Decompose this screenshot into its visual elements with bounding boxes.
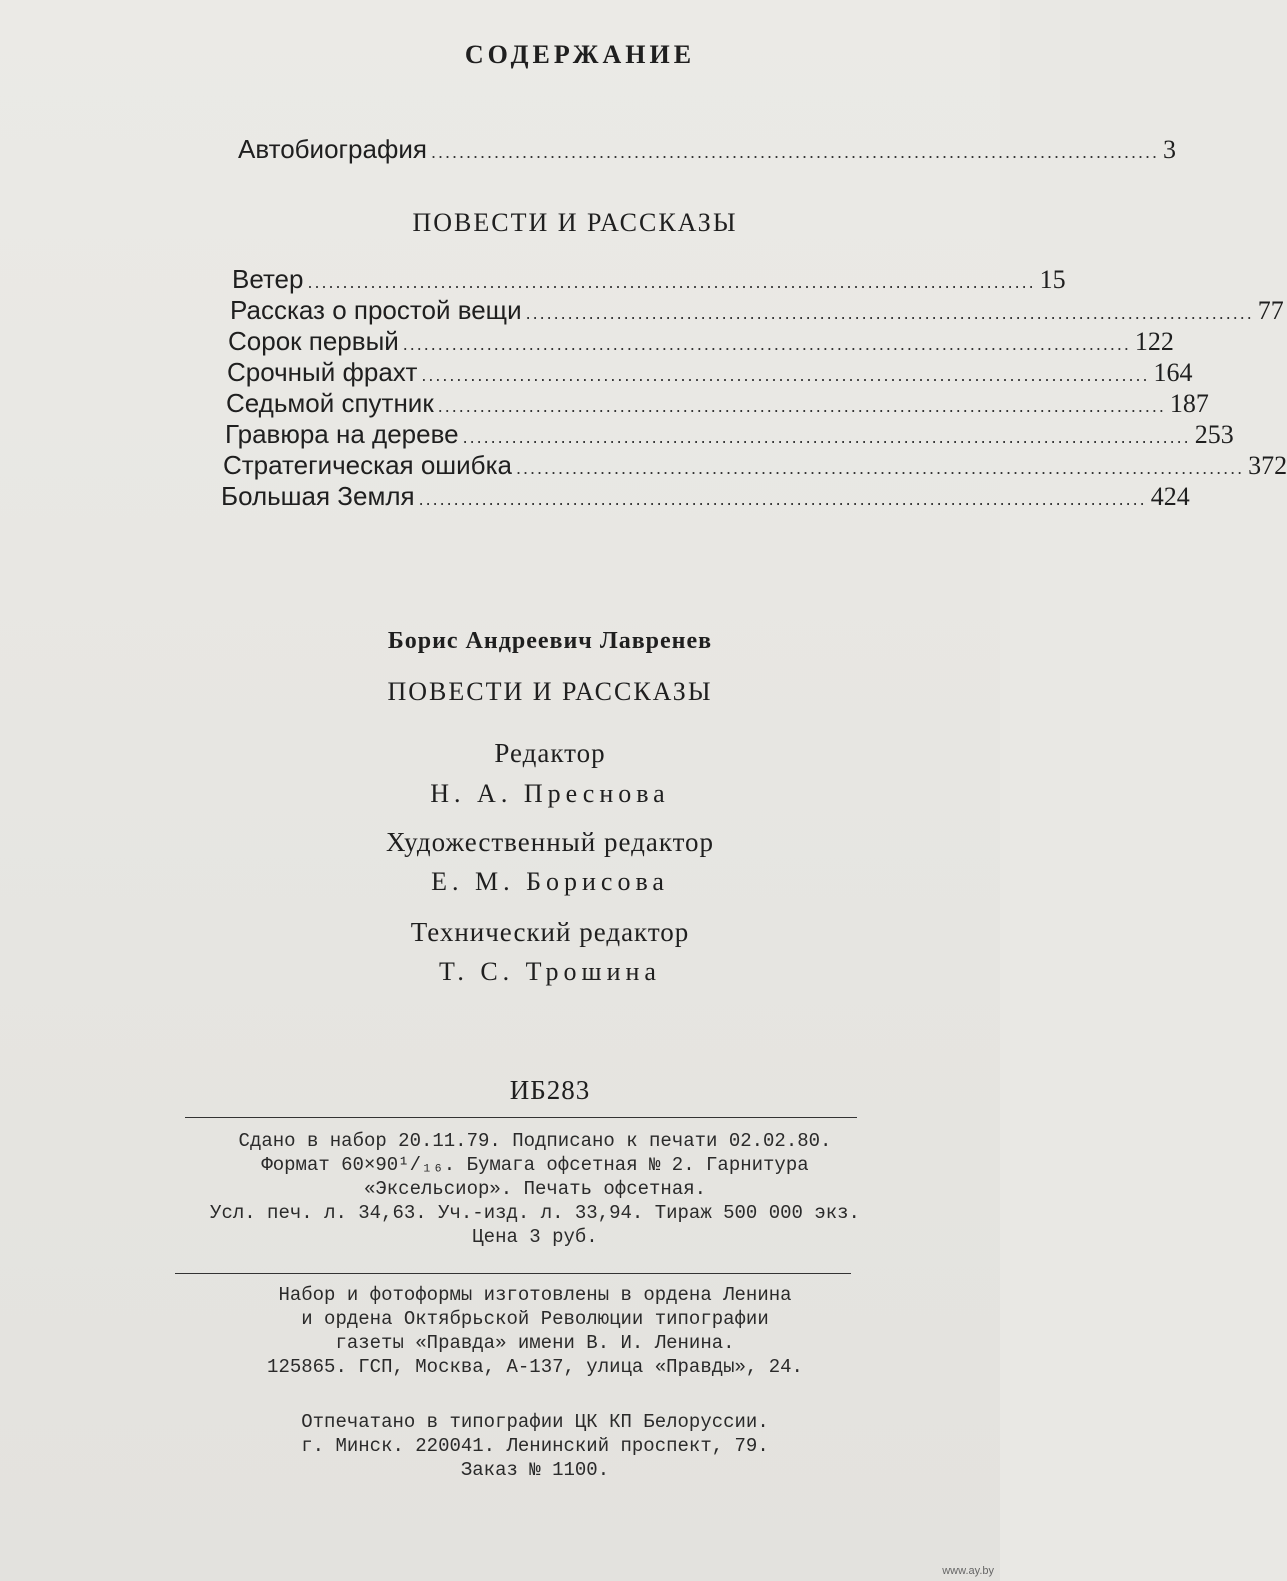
tech-editor-role: Технический редактор: [410, 917, 690, 947]
toc-entry: [228, 326, 1174, 357]
toc-entry-title: Автобиография: [238, 134, 427, 164]
author-name: Борис Андреевич Лавренев: [387, 628, 713, 654]
imprint-line: 125865. ГСП, Москва, А-137, улица «Правды», 24.: [267, 1356, 803, 1378]
toc-entry-page: 122: [1134, 327, 1174, 356]
imprint-line: Сдано в набор 20.11.79. Подписано к печати 02.02.80.: [238, 1130, 832, 1152]
imprint-line: «Эксельсиор». Печать офсетная.: [363, 1178, 707, 1200]
toc-entry: [221, 481, 1190, 512]
toc-dot-leader: ........................................................................................................: [421, 365, 1150, 385]
imprint-line: Заказ № 1100.: [460, 1459, 610, 1481]
toc-entry: [225, 419, 1234, 450]
imprint-line: Усл. печ. л. 34,63. Уч.-изд. л. 33,94. Тираж 500 000 экз.: [210, 1202, 860, 1224]
toc-entry-page: 372: [1248, 451, 1287, 480]
toc-entry-page: 164: [1153, 358, 1193, 387]
toc-entry-page: 424: [1150, 482, 1190, 511]
toc-entry: [230, 295, 1284, 326]
toc-entry: [226, 388, 1209, 419]
toc-entry-page: 15: [1039, 265, 1066, 294]
imprint-line: Формат 60×90¹/₁₆. Бумага офсетная № 2. Гарнитура: [261, 1154, 809, 1176]
toc-dot-leader: ........................................................................................................: [430, 142, 1160, 162]
toc-entry-page: 3: [1163, 135, 1177, 164]
toc-entry-autobiography: [238, 134, 1177, 165]
imprint-line: Отпечатано в типографии ЦК КП Белоруссии.: [301, 1411, 769, 1433]
toc-entry: [232, 264, 1066, 295]
divider: [185, 1117, 857, 1118]
toc-entry-page: 77: [1257, 296, 1284, 325]
toc-entry-title: Рассказ о простой вещи: [230, 295, 522, 325]
imprint-line: г. Минск. 220041. Ленинский проспект, 79.: [301, 1435, 769, 1457]
watermark: www.ay.by: [942, 1565, 994, 1577]
section-title: ПОВЕСТИ И РАССКАЗЫ: [412, 208, 738, 237]
editor-role: Редактор: [494, 738, 606, 768]
imprint-printing-house: [0, 1410, 1000, 1482]
art-editor-role: Художественный редактор: [385, 827, 715, 857]
divider: [175, 1273, 851, 1274]
imprint-line: Набор и фотоформы изготовлены в ордена Ленина: [278, 1284, 792, 1306]
toc-dot-leader: ........................................................................................................: [525, 303, 1254, 323]
toc-entry-title: Гравюра на дереве: [225, 419, 459, 449]
toc-entry: [223, 450, 1287, 481]
imprint-typesetting: [0, 1283, 1000, 1379]
toc-entry-title: Седьмой спутник: [226, 388, 434, 418]
toc-dot-leader: ........................................................................................................: [307, 272, 1036, 292]
toc-dot-leader: ........................................................................................................: [402, 334, 1131, 354]
toc-dot-leader: ........................................................................................................: [515, 458, 1245, 478]
toc-entry-title: Сорок первый: [228, 326, 399, 356]
toc-entry: [227, 357, 1193, 388]
toc-entry-title: Срочный фрахт: [227, 357, 418, 387]
contents-heading: СОДЕРЖАНИЕ: [464, 40, 696, 69]
imprint-line: Цена 3 руб.: [472, 1226, 598, 1248]
toc-entry-page: 187: [1169, 389, 1209, 418]
toc-dot-leader: ........................................................................................................: [437, 396, 1166, 416]
book-title: ПОВЕСТИ И РАССКАЗЫ: [387, 677, 713, 706]
art-editor-name: Е. М. Борисова: [431, 867, 669, 896]
imprint-line: и ордена Октябрьской Революции типографии: [301, 1308, 769, 1330]
ib-number: ИБ283: [509, 1075, 591, 1105]
toc-entry-title: Ветер: [232, 264, 304, 294]
toc-dot-leader: ........................................................................................................: [418, 489, 1147, 509]
editor-name: Н. А. Преснова: [430, 779, 670, 808]
tech-editor-name: Т. С. Трошина: [439, 957, 661, 986]
toc-entry-title: Стратегическая ошибка: [223, 450, 512, 480]
imprint-print-details: [0, 1129, 1000, 1249]
toc-entry-title: Большая Земля: [221, 481, 415, 511]
toc-dot-leader: ........................................................................................................: [462, 427, 1191, 447]
toc-entry-page: 253: [1194, 420, 1234, 449]
imprint-line: газеты «Правда» имени В. И. Ленина.: [335, 1332, 735, 1354]
